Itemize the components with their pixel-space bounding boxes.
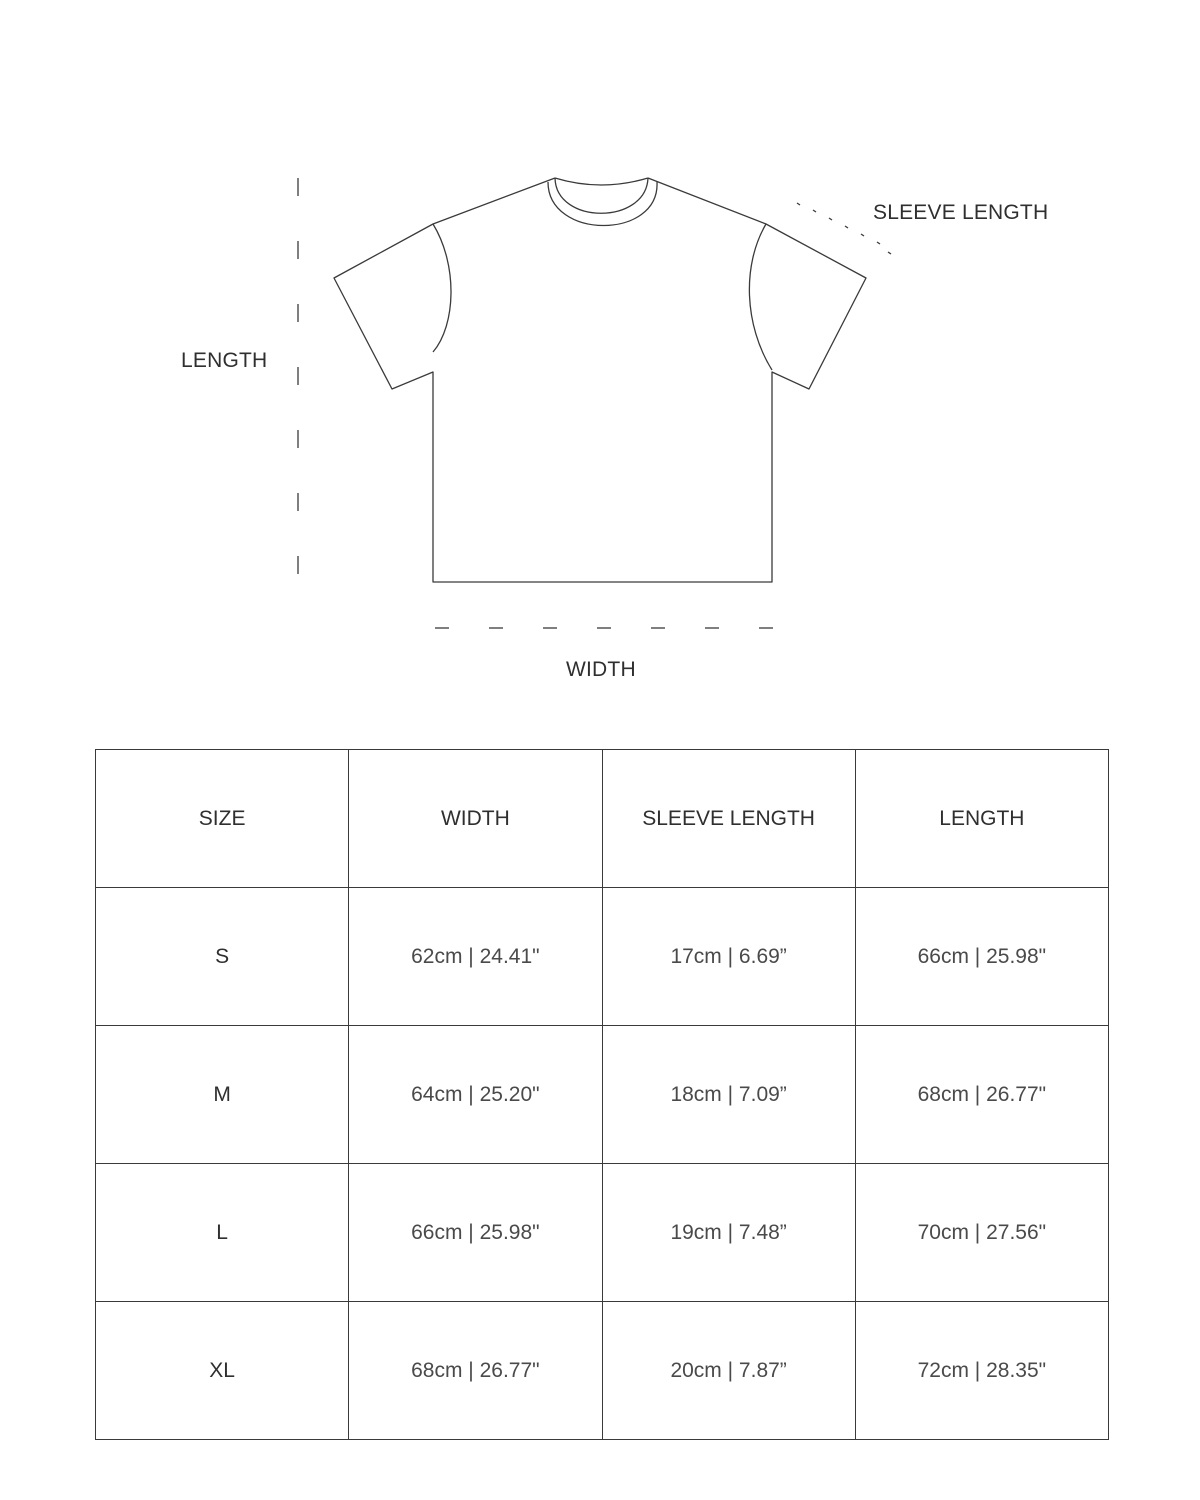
size-cell: S: [96, 888, 349, 1026]
header-size: SIZE: [96, 750, 349, 888]
width-cell: 62cm | 24.41": [349, 888, 602, 1026]
length-cell: 70cm | 27.56": [855, 1164, 1108, 1302]
sleeve-length-cell: 20cm | 7.87”: [602, 1302, 855, 1440]
width-cell: 64cm | 25.20": [349, 1026, 602, 1164]
size-cell: L: [96, 1164, 349, 1302]
table-row: [96, 1164, 1109, 1302]
length-label: LENGTH: [181, 349, 268, 372]
width-label: WIDTH: [566, 658, 636, 681]
header-length: LENGTH: [855, 750, 1108, 888]
sleeve-length-cell: 17cm | 6.69”: [602, 888, 855, 1026]
width-cell: 68cm | 26.77": [349, 1302, 602, 1440]
size-cell: XL: [96, 1302, 349, 1440]
size-cell: M: [96, 1026, 349, 1164]
length-cell: 66cm | 25.98": [855, 888, 1108, 1026]
length-cell: 68cm | 26.77": [855, 1026, 1108, 1164]
table-header-row: [96, 750, 1109, 888]
tshirt-outline-icon: [334, 178, 866, 582]
header-width: WIDTH: [349, 750, 602, 888]
sleeve-length-cell: 19cm | 7.48”: [602, 1164, 855, 1302]
table-row: [96, 888, 1109, 1026]
length-cell: 72cm | 28.35": [855, 1302, 1108, 1440]
size-chart-table: [95, 749, 1109, 1440]
size-diagram: [0, 0, 1200, 720]
table-row: [96, 1026, 1109, 1164]
tshirt-diagram-svg: [0, 0, 1200, 720]
table-row: [96, 1302, 1109, 1440]
sleeve-length-label: SLEEVE LENGTH: [873, 201, 1049, 224]
width-cell: 66cm | 25.98": [349, 1164, 602, 1302]
sleeve-length-cell: 18cm | 7.09”: [602, 1026, 855, 1164]
header-sleeve-length: SLEEVE LENGTH: [602, 750, 855, 888]
